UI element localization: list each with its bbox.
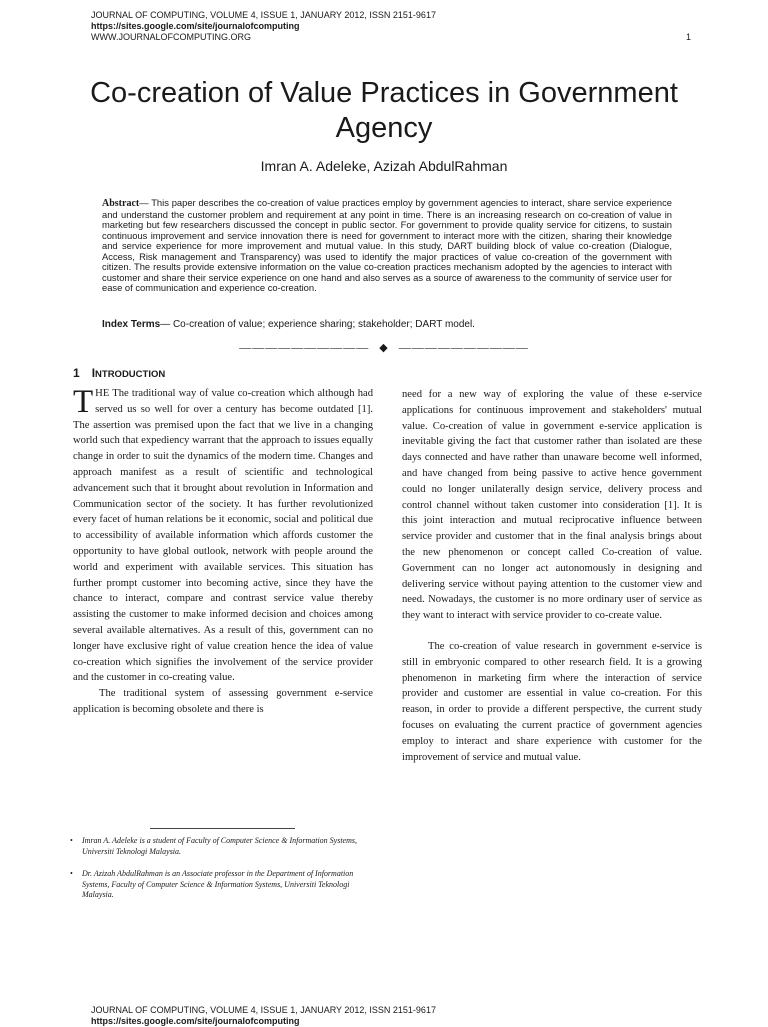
- footnote-1-text: Imran A. Adeleke is a student of Faculty of Computer Science & Information Systems, Universiti Teknologi Malaysia.: [82, 836, 357, 856]
- section-title-rest: NTRODUCTION: [95, 369, 166, 380]
- right-paragraph-1: need for a new way of exploring the value of these e-service applications for continuous improvement and stakeholders' mutual value. Co-creation of value in government e-service application is inevitable giving the fact that customer rather than isolated are these days connected and have rather than unaware become well informed, and have changed from being passive to active hence government could no longer unilaterally design service, delivery process and control channel without taken customer into consideration [1]. It is this joint interaction and mutual reciprocative influence between service provider and customer that in the final analysis brings about the new phenomenon or concept called Co-creation of value. Government can no longer act autonomously in designing and delivering service without paying attention to the customer view and need. Nowadays, the customer is no more ordinary user of service as they want to interact with service provider to co-create value.: [402, 389, 702, 622]
- footnote-2-text: Dr. Azizah AbdulRahman is an Associate professor in the Department of Information Systems, Faculty of Computer Science & Information Systems, Universiti Teknologi Malaysia.: [82, 869, 354, 899]
- abstract: [102, 198, 672, 294]
- footnote-1: [70, 836, 370, 857]
- index-terms-text: Co-creation of value; experience sharing; stakeholder; DART model.: [170, 319, 475, 330]
- drop-cap: T: [73, 384, 94, 420]
- abstract-label: Abstract: [102, 198, 140, 209]
- left-paragraph-1-text: HE The traditional way of value co-creation which although had served us so well for over a century has become outdated [1]. The assertion was premised upon the fact that we live in a changing world such that expediency warrant that the approach to issues equally change in order to suit the dynamics of the modern time. Changes and approach manifest as a result of scientific and technological advancement such that it brought about revolution in Information and Communication sector of the society. It has further revolutionized every facet of human relations be it economic, social and political due to accessibility of available information which affords customer the opportunity to have global outlook, network with people around the world and experiment with available services. This situation has further prompt customer into becoming active, since they have the chance to interact, compare and contrast service value thereby assisting the customer to make informed decision and choices among several available alternatives. As a result of this, government can no longer have exclusive right of value creation hence the idea of value co-creation which signifies the involvement of the service provider and the customer in co-creating value.: [73, 388, 373, 684]
- index-terms-label: Index Terms: [102, 319, 161, 330]
- index-terms: [102, 319, 672, 330]
- divider-left: ——————————: [239, 340, 370, 354]
- section-heading: [73, 366, 165, 380]
- journal-header: [91, 10, 691, 43]
- footer-url[interactable]: https://sites.google.com/site/journalofcomputing: [91, 1016, 300, 1026]
- diamond-icon: ◆: [379, 342, 389, 354]
- footnote-bullet: •: [70, 836, 73, 845]
- right-paragraph-2: The co-creation of value research in government e-service is still in embryonic compared to other research field. It is a growing phenomenon in marketing firm where the interaction of service provider and customer are essential in value co-creation. For this reason, in order to provide a different perspective, the current study focuses on evaluating the current practice of government agencies employ to interact and share experience with customer for the improvement of service and mutual value.: [402, 640, 702, 763]
- page-number: 1: [685, 32, 691, 42]
- footnotes: [70, 836, 370, 913]
- divider-right: ——————————: [398, 340, 529, 354]
- section-divider: [0, 340, 768, 355]
- paper-title: [40, 76, 728, 146]
- paper-authors: Imran A. Adeleke, Azizah AbdulRahman: [260, 158, 508, 174]
- footnote-2: [70, 869, 370, 901]
- index-terms-dash: —: [160, 319, 171, 330]
- header-journal-line: JOURNAL OF COMPUTING, VOLUME 4, ISSUE 1, JANUARY 2012, ISSN 2151-9617: [91, 10, 436, 20]
- header-site: WWW.JOURNALOFCOMPUTING.ORG: [91, 32, 251, 42]
- left-paragraph-2: The traditional system of assessing government e-service application is becoming obsolete and there is: [73, 688, 373, 715]
- left-column: [73, 386, 373, 718]
- header-url[interactable]: https://sites.google.com/site/journalofcomputing: [91, 21, 300, 31]
- section-number: 1: [73, 366, 80, 380]
- right-column: [402, 387, 702, 765]
- section-title-first: I: [91, 366, 96, 380]
- title-line-2: Agency: [335, 112, 433, 144]
- footnote-rule: [150, 828, 295, 829]
- abstract-text: This paper describes the co-creation of value practices employ by government agencies to interact, share service experience and understand the customer problem and requirement at any point in time. There is an increasing research on co-creation of value in marketing but few researchers discussed the concept in public sector. For government to provide quality service for citizens, to sustain continuous improvement and service innovation there is need for government to interact more with the citizen, sharing their knowledge and service experience for more improvement and mutual value. In this study, DART building block of value co-creation (Dialogue, Access, Risk management and Transparency) was used to identify the major practices of value co-creation of the government with citizen. The results provide extensive information on the value co-creation practices mechanism adopted by the agencies to interact with customer and share their service experience on one hand and also serves as a source of awareness to the community of service user for ease of communication and experience co-creation.: [102, 197, 672, 293]
- footer-journal-line: JOURNAL OF COMPUTING, VOLUME 4, ISSUE 1, JANUARY 2012, ISSN 2151-9617: [91, 1005, 436, 1015]
- title-line-1: Co-creation of Value Practices in Government: [90, 77, 678, 109]
- left-paragraph-1: [73, 386, 373, 686]
- footnote-bullet: •: [70, 869, 73, 878]
- abstract-dash: —: [139, 197, 149, 208]
